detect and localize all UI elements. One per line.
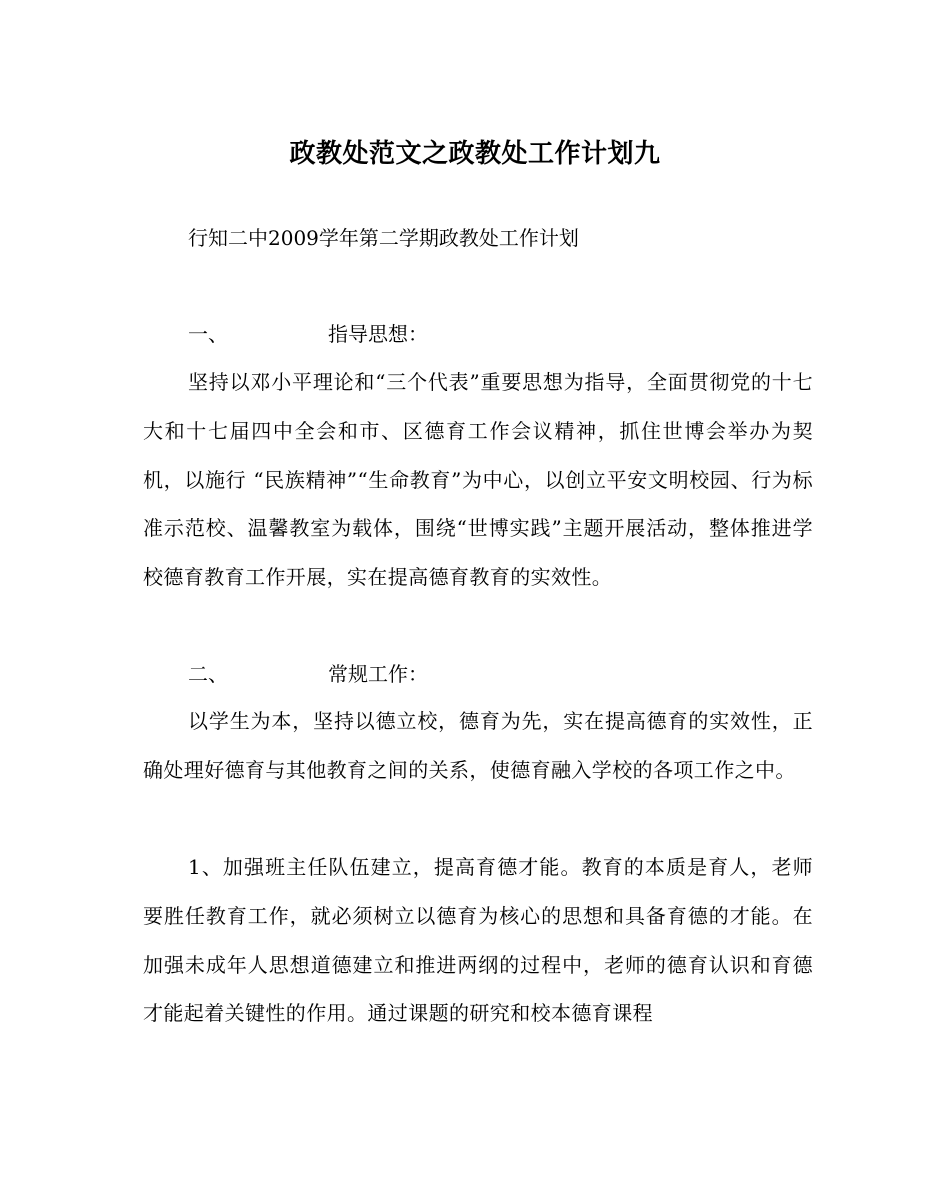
document-subtitle: 行知二中2009学年第二学期政教处工作计划 (188, 226, 579, 250)
paragraph-teacher-team: 1、加强班主任队伍建立，提高育德才能。教育的本质是育人，老师要胜任教育工作，就必须树立以德育为核心的思想和具备育德的才能。在加强未成年人思想道德建立和推进两纲的过程中，老师的德育认识和育德才能起着关键性的作用。通过课题的研究和校本德育课程 (143, 855, 813, 1026)
section-title: 常规工作： (328, 662, 428, 686)
section-number: 一、 (188, 322, 228, 346)
section-title: 指导思想： (328, 322, 428, 346)
paragraph-routine-work: 以学生为本，坚持以德立校，德育为先，实在提高德育的实效性，正确处理好德育与其他教育之间的关系，使德育融入学校的各项工作之中。 (143, 709, 813, 782)
section-number: 二、 (188, 662, 228, 686)
section-heading-1 (188, 318, 428, 350)
document-title: 政教处范文之政教处工作计划九 (289, 139, 661, 169)
section-heading-2 (188, 658, 428, 690)
paragraph-guiding-thought: 坚持以邓小平理论和“三个代表”重要思想为指导，全面贯彻党的十七大和十七届四中全会和市、区德育工作会议精神，抓住世博会举办为契机，以施行 “民族精神”“生命教育”为中心，以创立平安文明校园、行为标准示范校、温馨教室为载体，围绕“世博实践”主题开展活动，整体推进学校德育教育工作开展，实在提高德育教育的实效性。 (143, 370, 813, 590)
